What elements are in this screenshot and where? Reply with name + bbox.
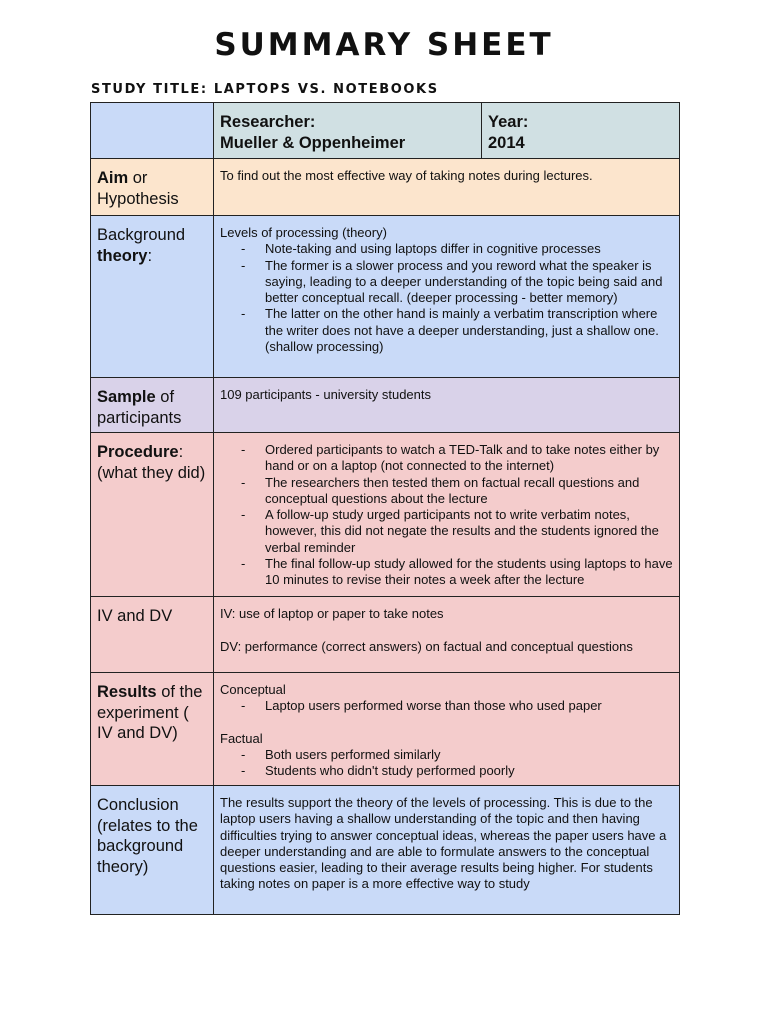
iv-dv-label: IV and DV [91, 597, 214, 673]
summary-table [90, 102, 680, 915]
list-item: - Note-taking and using laptops differ in cognitive processes [220, 241, 673, 257]
sample-text: 109 participants - university students [214, 378, 680, 433]
procedure-list [220, 442, 673, 589]
iv-dv-row [91, 597, 680, 673]
iv-dv-content [214, 597, 680, 673]
results-row [91, 673, 680, 786]
list-item: - The former is a slower process and you reword what the speaker is saying, leading to a deeper understanding of the topic being said and better conceptual recall. (deeper processing - better memory) [220, 258, 673, 307]
aim-label-rest: or Hypothesis [97, 169, 179, 208]
list-item: - Laptop users performed worse than those who used paper [220, 698, 673, 714]
iv-text: IV: use of laptop or paper to take notes [220, 606, 444, 621]
background-row [91, 216, 680, 378]
sample-label [91, 378, 214, 433]
list-item: - The final follow-up study allowed for the students using laptops to have 10 minutes to revise their notes a week after the lecture [220, 556, 673, 589]
procedure-row [91, 433, 680, 597]
year-value: 2014 [488, 133, 525, 152]
factual-list [220, 747, 673, 780]
conclusion-label: Conclusion (relates to the background theory) [91, 786, 214, 915]
researcher-value: Mueller & Oppenheimer [220, 133, 406, 152]
study-title: STUDY TITLE: LAPTOPS VS. NOTEBOOKS [91, 82, 439, 97]
results-label [91, 673, 214, 786]
researcher-cell [214, 103, 482, 159]
sample-label-bold: Sample [97, 388, 156, 406]
background-label-rest: : [147, 246, 153, 265]
background-content [214, 216, 680, 378]
procedure-label-rest: : (what they did) [97, 443, 206, 482]
conclusion-row [91, 786, 680, 915]
procedure-content [214, 433, 680, 597]
list-item: - Both users performed similarly [220, 747, 673, 763]
background-list [220, 241, 673, 355]
factual-heading: Factual [220, 730, 263, 746]
aim-label [91, 159, 214, 216]
background-label-bold: theory [97, 246, 148, 265]
sample-label-rest: of participants [97, 388, 182, 427]
sample-row [91, 378, 680, 433]
aim-text: To find out the most effective way of taking notes during lectures. [214, 159, 680, 216]
list-item: - A follow-up study urged participants not to write verbatim notes, however, this did not negate the results and the students ignored the verbal reminder [220, 507, 673, 556]
procedure-label [91, 433, 214, 597]
background-label-plain: Background [97, 226, 186, 244]
results-label-bold: Results [97, 683, 157, 701]
aim-row [91, 159, 680, 216]
background-intro: Levels of processing (theory) [220, 225, 387, 240]
researcher-label: Researcher: [220, 113, 316, 131]
procedure-label-bold: Procedure [97, 443, 179, 461]
list-item: - The latter on the other hand is mainly a verbatim transcription where the writer does not have a deeper understanding, just a shallow one. (shallow processing) [220, 306, 673, 355]
conceptual-list [220, 698, 673, 714]
year-cell [482, 103, 680, 159]
dv-text: DV: performance (correct answers) on factual and conceptual questions [220, 638, 633, 654]
results-content [214, 673, 680, 786]
year-label: Year: [488, 113, 529, 131]
results-label-rest: of the experiment ( IV and DV) [97, 683, 203, 743]
header-row [91, 103, 680, 159]
aim-label-bold: Aim [97, 169, 129, 187]
list-item: - Students who didn't study performed poorly [220, 763, 673, 779]
header-empty-cell [91, 103, 214, 159]
list-item: - Ordered participants to watch a TED-Talk and to take notes either by hand or on a laptop (not connected to the internet) [220, 442, 673, 475]
page-title: SUMMARY SHEET [214, 27, 554, 63]
list-item: - The researchers then tested them on factual recall questions and conceptual questions about the lecture [220, 475, 673, 508]
conclusion-text: The results support the theory of the levels of processing. This is due to the laptop users having a shallow understanding of the topic and then having difficulties trying to answer conceptual ideas, whereas the paper users have a deeper understanding and are able to formulate answers to the conceptual questions easier, leading to their average results being higher. For students taking notes on paper is a more effective way to study [214, 786, 680, 915]
background-label [91, 216, 214, 378]
conceptual-heading: Conceptual [220, 682, 286, 697]
